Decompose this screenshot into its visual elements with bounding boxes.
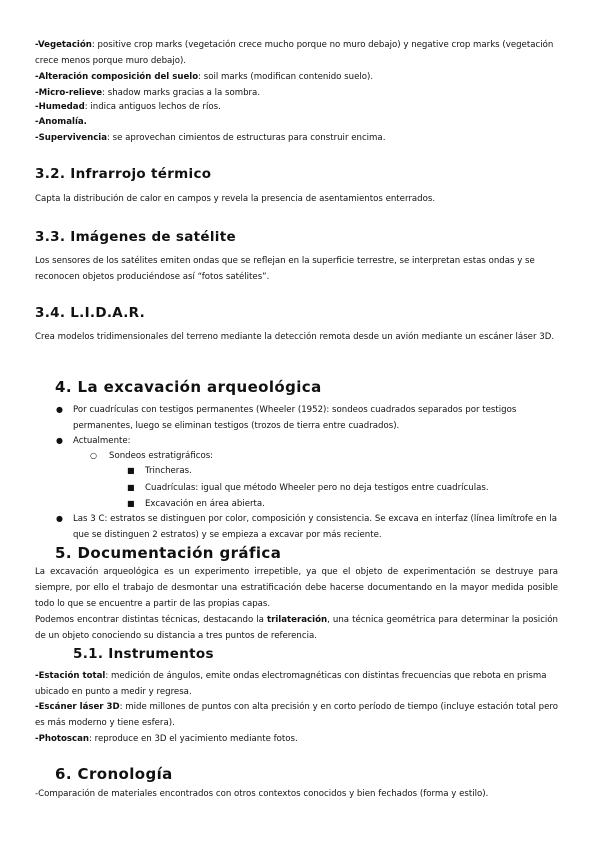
section-heading-4: 4. La excavación arqueológica (55, 378, 322, 396)
bullet-disc-icon: ● (56, 405, 63, 414)
term: -Anomalía. (35, 117, 87, 127)
instrument-photoscan (35, 731, 558, 747)
definition: : medición de ángulos, emite ondas electromagnéticas con distintas frecuencias que rebota en prisma ubicado en punto a medir y regresa. (35, 671, 547, 697)
paragraph-5-experimento: La excavación arqueológica es un experimento irrepetible, ya que el objeto de experimentación se destruye para siempre, por ello el trabajo de desmontar una estratificación debe hacerse documentando en la mayor medida posible todo lo que se encuentre a partir de las propias capas. (35, 567, 558, 609)
instrument-escaner-laser (35, 699, 558, 731)
sub-bullet-sondeos: Sondeos estratigráficos: (109, 451, 214, 461)
sub-sub-item-area-abierta: Excavación en área abierta. (145, 499, 265, 509)
bullet-square-icon: ■ (127, 466, 135, 475)
list-item-suelo (35, 69, 558, 85)
term: -Vegetación (35, 40, 92, 50)
paragraph-5-tecnicas: Podemos encontrar distintas técnicas, destacando la trilateración, una técnica geométrica para determinar la posición de un objeto conociendo su distancia a tres puntos de referencia. (35, 615, 559, 641)
paragraph-3-3: Los sensores de los satélites emiten ondas que se reflejan en la superficie terrestre, se interpretan estas ondas y se reconocen objetos produciéndose así “fotos satélites”. (35, 256, 535, 282)
bullet-circle-icon: ○ (90, 451, 97, 460)
list-item-humedad (35, 99, 558, 115)
paragraph-6: -Comparación de materiales encontrados con otros contextos conocidos y bien fechados (forma y estilo). (35, 789, 489, 799)
term: -Alteración composición del suelo (35, 72, 199, 82)
definition: : positive crop marks (vegetación crece mucho porque no muro debajo) y negative crop marks (vegetación crece menos porque muro debajo). (35, 40, 554, 66)
definition: : reproduce en 3D el yacimiento mediante fotos. (89, 734, 298, 744)
instrument-estacion-total (35, 668, 558, 700)
section-heading-3-3: 3.3. Imágenes de satélite (35, 229, 236, 245)
term: -Photoscan (35, 734, 90, 744)
bullet-disc-icon: ● (56, 514, 63, 523)
section-heading-5-1: 5.1. Instrumentos (73, 646, 214, 662)
bullet-item-actualmente: Actualmente: (73, 436, 131, 446)
list-item-anomalia (35, 114, 558, 130)
bullet-disc-icon: ● (56, 436, 63, 445)
section-heading-3-2: 3.2. Infrarrojo térmico (35, 166, 212, 182)
list-item-vegetacion (35, 37, 558, 69)
term: -Micro-relieve (35, 88, 103, 98)
paragraph-3-4: Crea modelos tridimensionales del terreno mediante la detección remota desde un avión mediante un escáner láser 3D. (35, 332, 555, 342)
term: -Escáner láser 3D (35, 702, 120, 712)
section-heading-5: 5. Documentación gráfica (55, 544, 282, 562)
section-heading-6: 6. Cronología (55, 765, 173, 783)
definition: : se aprovechan cimientos de estructuras para construir encima. (107, 133, 386, 143)
paragraph-3-2: Capta la distribución de calor en campos y revela la presencia de asentamientos enterrados. (35, 194, 436, 204)
definition: : shadow marks gracias a la sombra. (102, 88, 261, 98)
term: -Estación total (35, 671, 106, 681)
sub-sub-item-trincheras: Trincheras. (145, 466, 192, 476)
definition: : mide millones de puntos con alta precisión y en corto período de tiempo (incluye estación total pero es más moderno y tiene esfera). (35, 702, 558, 728)
bullet-item-3c: Las 3 C: estratos se distinguen por color, composición y consistencia. Se excava en interfaz (línea limítrofe en la que se distinguen 2 estratos) y se empieza a excavar por más reciente. (73, 514, 558, 540)
bullet-item-cuadriculas: Por cuadrículas con testigos permanentes (Wheeler (1952): sondeos cuadrados separados por testigos permanentes, luego se eliminan testigos (trozos de tierra entre cuadrados). (73, 405, 517, 431)
list-item-supervivencia (35, 130, 558, 146)
bullet-square-icon: ■ (127, 499, 135, 508)
term: -Humedad (35, 102, 85, 112)
definition: : soil marks (modifican contenido suelo). (198, 72, 374, 82)
term: -Supervivencia (35, 133, 108, 143)
section-heading-3-4: 3.4. L.I.D.A.R. (35, 305, 146, 321)
bullet-square-icon: ■ (127, 483, 135, 492)
sub-sub-item-cuadriculas: Cuadrículas: igual que método Wheeler pero no deja testigos entre cuadrículas. (145, 483, 489, 493)
term: trilateración (267, 615, 328, 625)
definition: : indica antiguos lechos de ríos. (84, 102, 221, 112)
